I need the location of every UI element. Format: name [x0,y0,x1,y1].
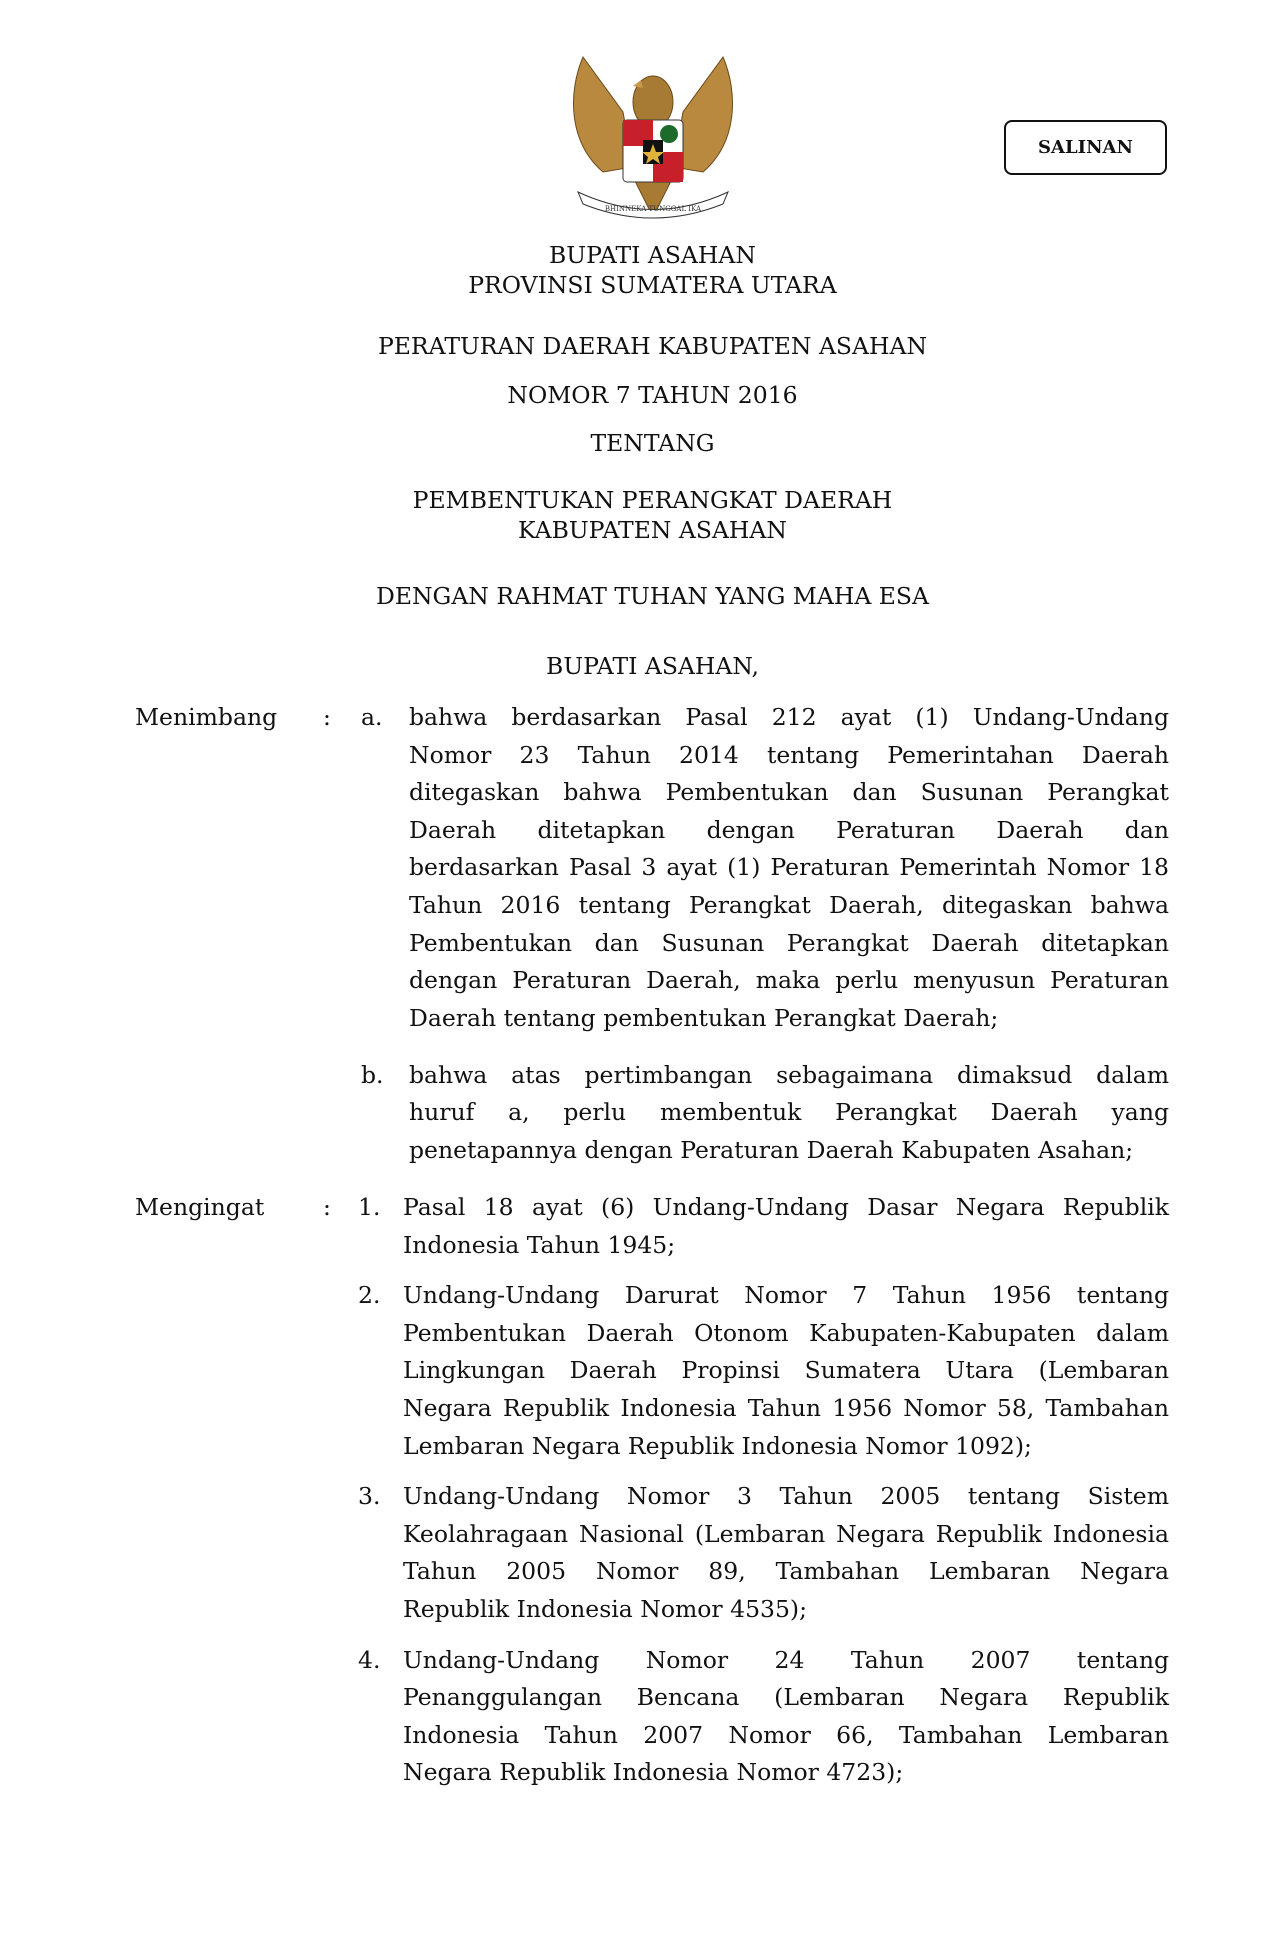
text-line: Lingkungan Daerah Propinsi Sumatera Utara (Lembaran [403,1356,1169,1385]
header-issuer: BUPATI ASAHAN [549,241,756,269]
text-line: Keolahragaan Nasional (Lembaran Negara Republik Indonesia [403,1519,1169,1548]
text-line: Undang-Undang Nomor 3 Tahun 2005 tentang Sistem [403,1482,1169,1511]
regulation-title: PERATURAN DAERAH KABUPATEN ASAHAN [377,332,928,360]
text-line: penetapannya dengan Peraturan Daerah Kabupaten Asahan; [409,1136,1134,1165]
text-line: Indonesia Tahun 1945; [403,1230,676,1259]
text-line: dengan Peraturan Daerah, maka perlu menyusun Peraturan [409,966,1169,995]
mengingat-item-text [403,1189,1169,1264]
menimbang-item-text [409,699,1169,1037]
text-line: Negara Republik Indonesia Nomor 4723); [403,1758,904,1787]
menimbang-item-marker: a. [361,703,383,731]
text-line: Undang-Undang Darurat Nomor 7 Tahun 1956 tentang [403,1281,1169,1310]
mengingat-item-marker: 4. [358,1645,381,1674]
menimbang-item-text [409,1057,1169,1170]
text-line: Pasal 18 ayat (6) Undang-Undang Dasar Negara Republik [403,1193,1169,1221]
text-line: bahwa atas pertimbangan sebagaimana dimaksud dalam [409,1060,1169,1089]
text-line: Republik Indonesia Nomor 4535); [403,1594,808,1623]
about-label: TENTANG [590,429,715,457]
mengingat-item-text [403,1478,1169,1628]
garuda-pancasila-emblem [563,52,743,227]
header-province: PROVINSI SUMATERA UTARA [468,271,837,299]
text-line: Negara Republik Indonesia Tahun 1956 Nomor 58, Tambahan [403,1393,1169,1422]
mengingat-item-text [403,1642,1169,1792]
text-line: Daerah tentang pembentukan Perangkat Daerah; [409,1003,999,1032]
text-line: ditegaskan bahwa Pembentukan dan Susunan Perangkat [409,778,1169,807]
mengingat-item-marker: 1. [358,1193,381,1221]
text-line: Daerah ditetapkan dengan Peraturan Daerah dan [409,815,1169,844]
text-line: berdasarkan Pasal 3 ayat (1) Peraturan Pemerintah Nomor 18 [409,853,1169,882]
text-line: huruf a, perlu membentuk Perangkat Daerah yang [409,1098,1169,1127]
preamble: DENGAN RAHMAT TUHAN YANG MAHA ESA [375,582,930,610]
salinan-stamp: SALINAN [1004,120,1167,175]
text-line: Nomor 23 Tahun 2014 tentang Pemerintahan Daerah [409,740,1169,769]
text-line: Penanggulangan Bencana (Lembaran Negara Republik [403,1683,1169,1712]
text-line: Tahun 2005 Nomor 89, Tambahan Lembaran Negara [403,1557,1169,1586]
mengingat-item-text [403,1277,1169,1465]
menimbang-label: Menimbang [135,703,278,731]
text-line: Indonesia Tahun 2007 Nomor 66, Tambahan Lembaran [403,1720,1169,1749]
mengingat-item-marker: 3. [358,1482,381,1511]
menimbang-item-marker: b. [361,1060,384,1089]
mengingat-label: Mengingat [135,1193,265,1221]
subject-line-2: KABUPATEN ASAHAN [518,516,787,544]
text-line: Tahun 2016 tentang Perangkat Daerah, ditegaskan bahwa [409,890,1169,919]
mengingat-item-marker: 2. [358,1281,381,1310]
text-line: Lembaran Negara Republik Indonesia Nomor 1092); [403,1431,1032,1460]
text-line: Pembentukan Daerah Otonom Kabupaten-Kabupaten dalam [403,1318,1169,1347]
emblem-motto: BHINNEKA TUNGGAL IKA [604,205,702,213]
subject-line-1: PEMBENTUKAN PERANGKAT DAERAH [412,486,893,514]
menimbang-colon: : [323,703,331,731]
regulation-number: NOMOR 7 TAHUN 2016 [507,381,798,409]
issuer-heading: BUPATI ASAHAN, [546,652,759,680]
mengingat-colon: : [323,1193,331,1221]
text-line: Pembentukan dan Susunan Perangkat Daerah ditetapkan [409,928,1169,957]
text-line: bahwa berdasarkan Pasal 212 ayat (1) Undang-Undang [409,703,1169,731]
text-line: Undang-Undang Nomor 24 Tahun 2007 tentang [403,1645,1169,1674]
